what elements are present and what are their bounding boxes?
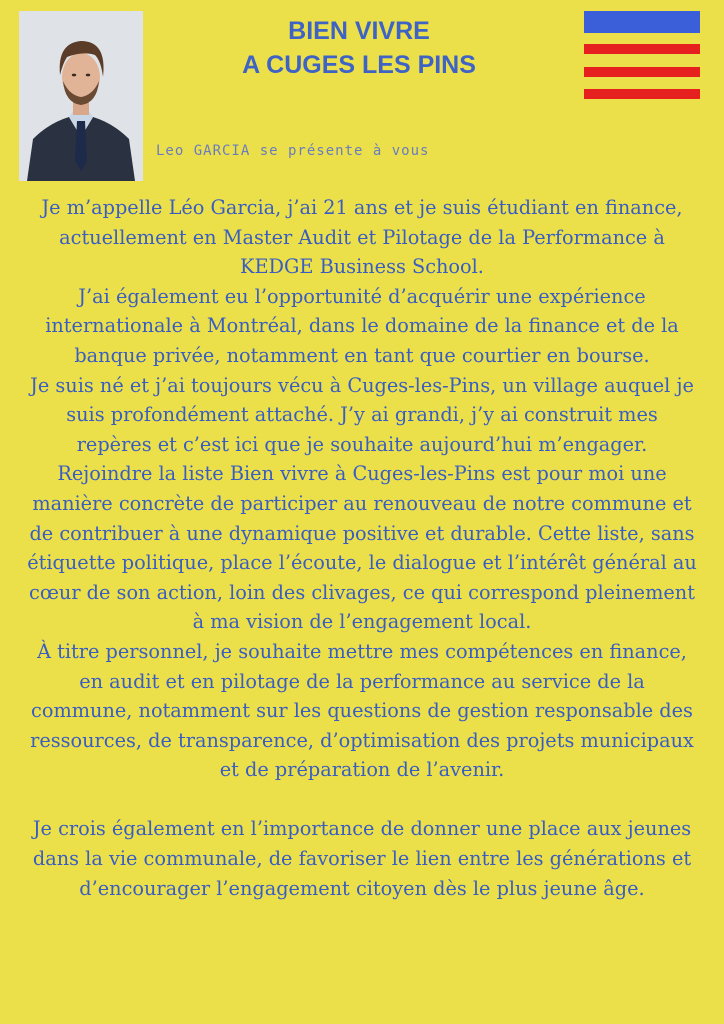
paragraph-skills: À titre personnel, je souhaite mettre mes compétences en finance, en audit et en pilotage de la performance au service de la commune, notamment sur les questions de gestion responsable des ressources, de transparence, d’optimisation des projets municipaux et de préparation de l’avenir. [30,639,694,782]
subtitle: Leo GARCIA se présente à vous [156,143,430,159]
flag-icon [584,11,700,99]
paragraph-intro: Je m’appelle Léo Garcia, j’ai 21 ans et je suis étudiant en finance, actuellement en Master Audit et Pilotage de la Performance à KEDGE Business School. [41,196,683,279]
paragraph-experience: J’ai également eu l’opportunité d’acquérir une expérience internationale à Montréal, dans le domaine de la finance et de la banque privée, notamment en tant que courtier en bourse. [45,284,679,367]
paragraph-list: Rejoindre la liste Bien vivre à Cuges-les-Pins est pour moi une manière concrète de participer au renouveau de notre commune et de contribuer à une dynamique positive et durable. Cette liste, sans étiquette politique, place l’écoute, le dialogue et l’intérêt général au cœur de son action, loin des clivages, ce qui correspond pleinement à ma vision de l’engagement local. [27,462,697,634]
portrait-photo [19,11,143,181]
paragraph-village: Je suis né et j’ai toujours vécu à Cuges-les-Pins, un village auquel je suis profondément attaché. J’y ai grandi, j’y ai construit mes repères et c’est ici que je souhaite aujourd’hui m’engager. [30,373,694,456]
flag-blue-band [584,11,700,33]
flag-red-band-1 [584,44,700,54]
title-line-1: BIEN VIVRE [288,17,430,45]
paragraph-youth: Je crois également en l’importance de donner une place aux jeunes dans la vie communale, de favoriser le lien entre les générations et d’encourager l’engagement citoyen dès le plus jeune âge. [32,817,692,900]
presentation-text [26,193,698,903]
page-title [200,14,518,82]
title-line-2: A CUGES LES PINS [242,51,476,79]
flag-red-band-3 [584,89,700,99]
portrait-icon [19,11,143,181]
flag-red-band-2 [584,67,700,77]
